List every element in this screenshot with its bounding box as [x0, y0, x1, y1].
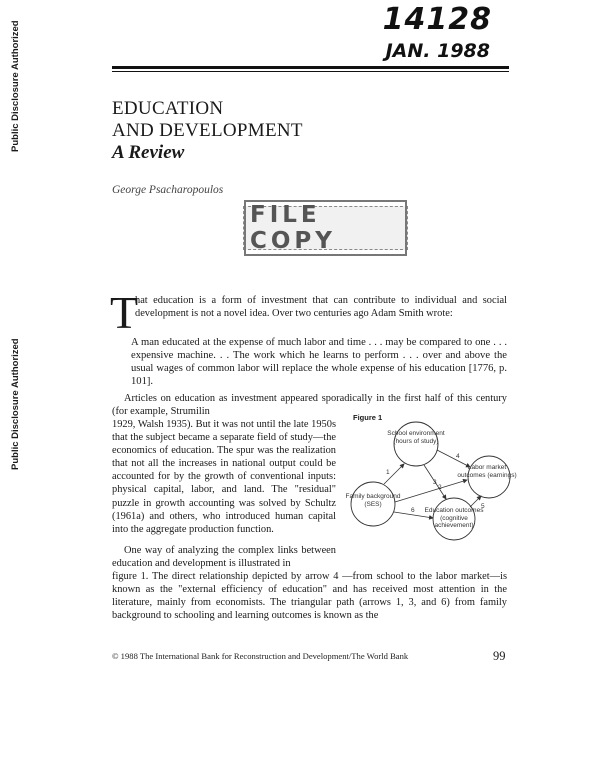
- disclosure-label-top: Public Disclosure Authorized: [10, 20, 21, 152]
- arrow-label-6: 6: [411, 507, 415, 514]
- article-title: [112, 98, 303, 142]
- page-number: 99: [493, 649, 506, 663]
- handwritten-document-number: 14128: [382, 2, 492, 37]
- author-name: George Psacharopoulos: [112, 184, 224, 196]
- node-background-label: Family background (SES): [345, 493, 401, 508]
- arrow-label-1: 1: [386, 469, 390, 476]
- disclosure-label-bottom: Public Disclosure Authorized: [10, 338, 21, 470]
- paragraph-2-lead: Articles on education as investment appeared sporadically in the first half of this century (for example, Strumilin: [112, 393, 507, 418]
- arrow-2: [395, 480, 467, 502]
- paragraph-3-lead: One way of analyzing the complex links between education and development is illustrated in: [112, 545, 336, 570]
- article-subtitle: A Review: [112, 142, 185, 163]
- title-line-1: EDUCATION: [112, 98, 224, 119]
- arrow-label-2: 2: [438, 484, 442, 491]
- arrow-label-5: 5: [481, 503, 485, 510]
- arrow-label-3: 3: [433, 479, 437, 486]
- drop-cap: T: [110, 287, 139, 338]
- node-school-label: School environment (hours of study): [387, 430, 445, 445]
- figure-label: Figure 1: [353, 413, 383, 422]
- node-outcomes-label: Education outcomes (cognitive achievement): [424, 507, 484, 529]
- file-copy-stamp: [243, 202, 408, 254]
- node-labor-label: Labor market outcomes (earnings): [457, 464, 517, 479]
- header-rule-thick: [112, 66, 509, 69]
- copyright-footer: © 1988 The International Bank for Reconstruction and Development/The World Bank: [112, 651, 409, 661]
- paragraph-3-body: figure 1. The direct relationship depicted by arrow 4 —from school to the labor market—is known as the "external efficiency of education" and has received most attention in the literature, mainly from economists. The triangular path (arrows 1, 3, and 6) from family background to schooling and learning outcomes is known as the: [112, 571, 507, 622]
- stamp-text: FILE COPY: [244, 200, 407, 256]
- arrow-label-4: 4: [456, 453, 460, 460]
- arrow-5: [470, 496, 481, 507]
- handwritten-date: JAN. 1988: [385, 40, 490, 62]
- adam-smith-quote: A man educated at the expense of much labor and time . . . may be compared to one . . . expensive machine. . . The work which he learns to perform . . . over and above the usual wages of common labor will replace the whole expense of his education [1776, p. 101].: [131, 337, 507, 388]
- header-rule-thin: [112, 71, 509, 72]
- intro-paragraph: hat education is a form of investment that can contribute to individual and social development is not a novel idea. Over two centuries ago Adam Smith wrote:: [135, 295, 507, 320]
- paragraph-2-body: 1929, Walsh 1935). But it was not until the late 1950s that the subject became a separate field of study—the economics of education. The spur was the realization that not all the increases in national output could be accounted for by the growth of conventional inputs: physical capital, labor, and land. The "residual" puzzle in growth accounting was solved by Schultz (1961a) and others, who introduced human capital into the aggregate production function.: [112, 419, 336, 535]
- title-line-2: AND DEVELOPMENT: [112, 120, 303, 141]
